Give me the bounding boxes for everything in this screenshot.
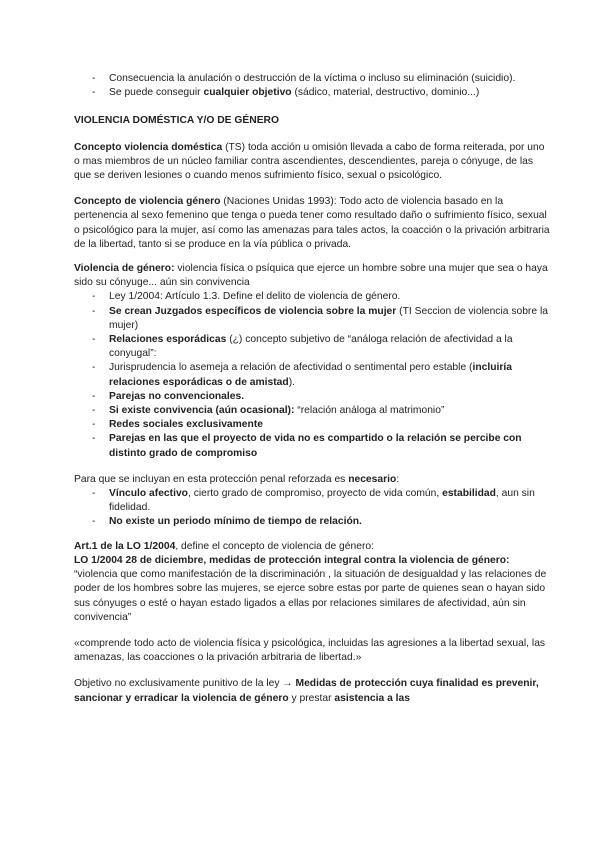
list-item: - No existe un periodo mínimo de tiempo de relación. xyxy=(74,515,550,529)
list-item: - Parejas en las que el proyecto de vida no es compartido o la relación se percibe con distinto grado de compromiso xyxy=(74,432,550,460)
list-item: - Si existe convivencia (aún ocasional): “relación análoga al matrimonio” xyxy=(74,404,550,418)
list-item: - Consecuencia la anulación o destrucción de la víctima o incluso su eliminación (suicidio). xyxy=(74,72,550,86)
list-item: - Se crean Juzgados específicos de violencia sobre la mujer (TI Seccion de violencia sobre la mujer) xyxy=(74,305,550,333)
paragraph-concepto-genero: Concepto de violencia género (Naciones Unidas 1993): Todo acto de violencia basado en la pertenencia al sexo femenino que tenga o pueda tener como resultado daño o sufrimiento físico, sexual o psicológico para la mujer, así como las amenazas para tales actos, la coacción o la privación arbitraria de la libertad, tanto si se produce en la vía pública o privada. xyxy=(74,196,550,250)
paragraph-violencia-genero: Violencia de género: violencia física o psíquica que ejerce un hombre sobre una mujer que sea o haya sido su cónyuge... aún sin convivencia xyxy=(74,263,548,289)
list-item: - Vínculo afectivo, cierto grado de compromiso, proyecto de vida común, estabilidad, aun sin fidelidad. xyxy=(74,487,550,515)
section-heading: VIOLENCIA DOMÉSTICA Y/O DE GÉNERO xyxy=(74,115,280,127)
list-item: - Parejas no convencionales. xyxy=(74,390,550,404)
paragraph-para-que: Para que se incluyan en esta protección penal reforzada es necesario: xyxy=(74,473,400,485)
paragraph-art1: Art.1 de la LO 1/2004, define el concepto de violencia de género: xyxy=(74,540,374,552)
list-item: - Relaciones esporádicas (¿) concepto subjetivo de “análoga relación de afectividad a la conyugal”: xyxy=(74,333,550,361)
paragraph-concepto-domestica: Concepto violencia doméstica (TS) toda acción u omisión llevada a cabo de forma reiterada, por uno o mas miembros de un núcleo familiar contra ascendientes, descendientes, pareja o cónyuge, de las que se deriven lesiones o cuando menos sufrimiento físico, sexual o psicológico. xyxy=(74,141,545,182)
requisitos-list xyxy=(74,487,550,530)
list-item: - Redes sociales exclusivamente xyxy=(74,418,550,432)
list-item: - Se puede conseguir cualquier objetivo (sádico, material, destructivo, dominio...) xyxy=(74,86,550,100)
paragraph-comprende: «comprende todo acto de violencia física y psicológica, incluidas las agresiones a la libertad sexual, las amenazas, las coacciones o la privación arbitraria de libertad.» xyxy=(74,637,546,664)
ley-list xyxy=(74,290,550,460)
consequences-list xyxy=(74,72,550,100)
lo-title: LO 1/2004 28 de diciembre, medidas de protección integral contra la violencia de género: xyxy=(74,554,510,566)
lo-quote: “violencia que como manifestación de la discriminación , la situación de desigualdad y las relaciones de poder de los hombres sobre las mujeres, se ejerce sobre estas por parte de quienes sean o hayan sido sus cónyuges o esté o hayan estado ligados a ellas por relaciones similares de afectividad, aún sin convivencia” xyxy=(74,569,547,623)
list-item: - Ley 1/2004: Artículo 1.3. Define el delito de violencia de género. xyxy=(74,290,550,304)
paragraph-objetivo: Objetivo no exclusivamente punitivo de la ley → Medidas de protección cuya finalidad es prevenir, sancionar y erradicar la violencia de género y prestar asistencia a las xyxy=(74,678,539,704)
list-item: - Jurisprudencia lo asemeja a relación de afectividad o sentimental pero estable (incluiría relaciones esporádicas o de amistad). xyxy=(74,361,550,389)
